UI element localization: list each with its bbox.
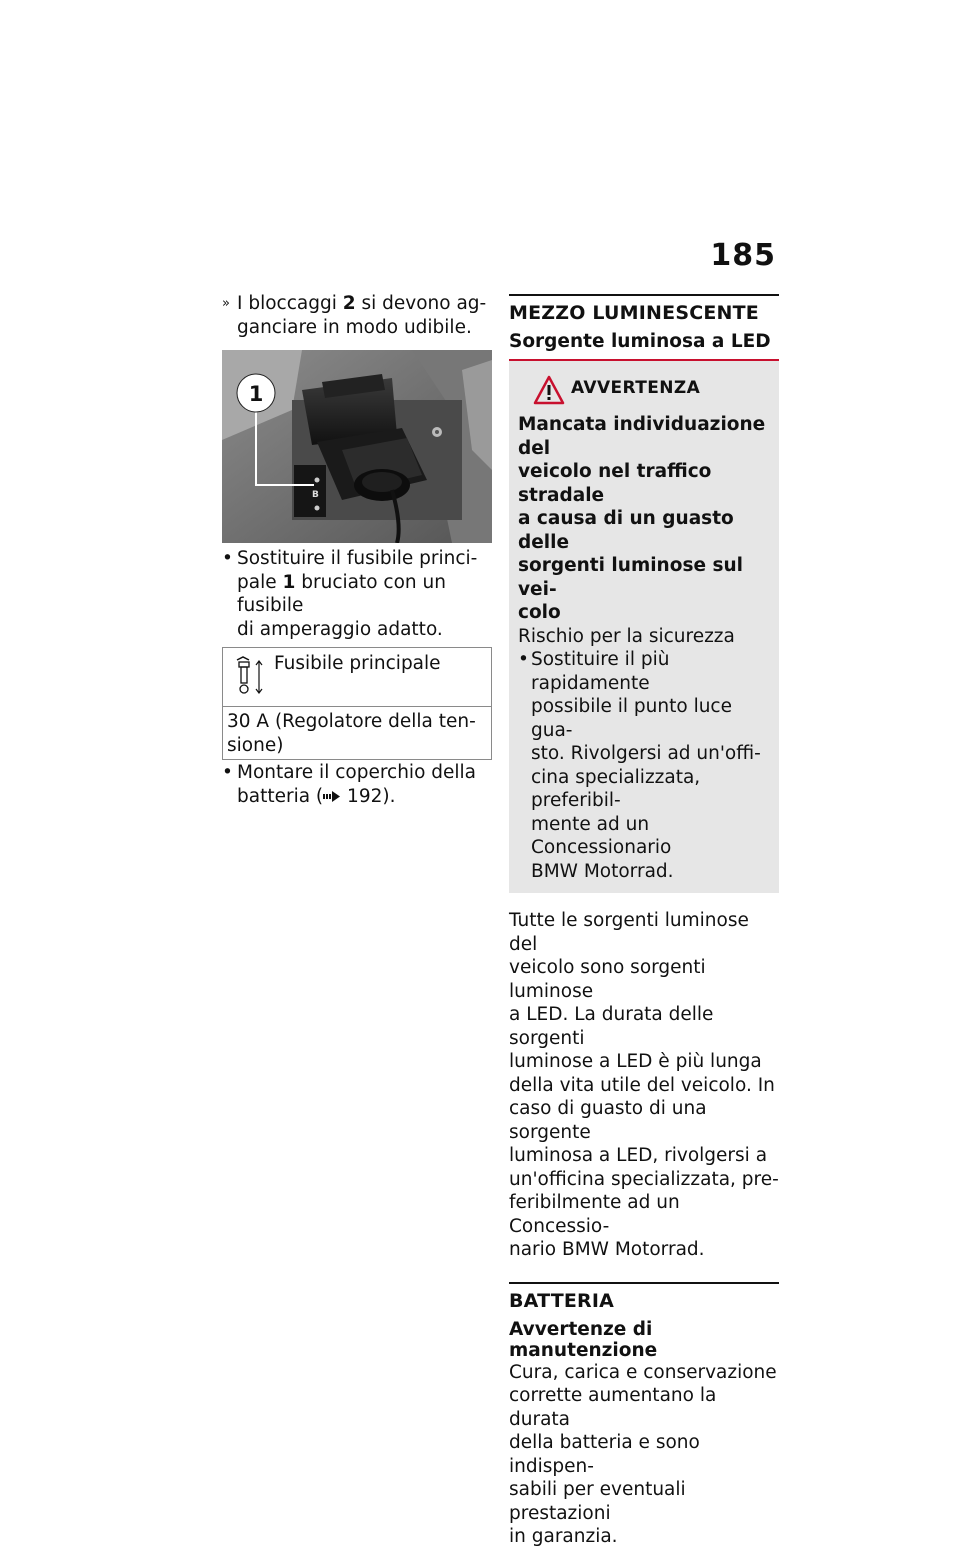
fuse-spec-table — [222, 647, 492, 760]
warning-action: • Sostituire il più rapidamente possibile il punto luce gua- sto. Rivolgersi ad un'offi- cina specializzata, preferibil- mente ad un Concessionario BMW Motorrad. — [518, 649, 761, 882]
left-column — [222, 292, 494, 808]
fuse-spec-header — [223, 648, 491, 707]
bullet: • — [222, 762, 233, 783]
callout-number: 1 — [248, 382, 264, 406]
section-title-lighting: MEZZO LUMINESCENTE — [509, 294, 779, 324]
fuse-spec-title: Fusibile principale — [274, 653, 441, 674]
section-title-battery: BATTERIA — [509, 1282, 779, 1312]
step-replace-fuse: • Sostituire il fusibile princi- pale 1 bruciato con un fusibile di amperaggio adatto. — [222, 548, 478, 640]
warning-label: AVVERTENZA — [571, 378, 701, 398]
subtitle-led: Sorgente luminosa a LED — [509, 331, 771, 352]
fuse-photo-illustration — [222, 350, 492, 543]
fuse-mark-b: B — [312, 490, 319, 500]
warning-header — [518, 373, 769, 409]
warning-box — [509, 361, 779, 893]
step-marker: » — [222, 296, 230, 311]
subtitle-maintenance: Avvertenze di manutenzione — [509, 1318, 658, 1361]
bullet: • — [518, 649, 529, 670]
step-mount-cover: • Montare il coperchio della batteria ( 192). — [222, 762, 477, 807]
warning-headline: Mancata individuazione del veicolo nel traffico stradale a causa di un guasto delle sorgenti luminose sul vei- colo — [518, 414, 766, 623]
led-info-paragraph: Tutte le sorgenti luminose del veicolo sono sorgenti luminose a LED. La durata delle sorgenti luminose a LED è più lunga della vita utile del veicolo. In caso di guasto di una sorgente luminosa a LED, rivolgersi a un'officina specializzata, pre- feribilmente ad un Concessio- nario BMW Motorrad. — [509, 910, 779, 1260]
page-number: 185 — [710, 238, 776, 273]
warning-triangle-icon — [533, 375, 565, 405]
page-reference-arrow-icon — [323, 790, 341, 803]
fuse-icon — [235, 656, 265, 698]
step-engage-latches: » I bloccaggi 2 si devono ag- ganciare in modo udibile. — [222, 293, 487, 338]
right-column — [509, 292, 779, 1549]
warning-risk: Rischio per la sicurezza — [518, 625, 735, 647]
fuse-photo — [222, 350, 492, 543]
page-reference[interactable]: 192 — [347, 785, 383, 807]
fuse-spec-value: 30 A (Regolatore della ten- sione) — [227, 711, 476, 756]
bullet: • — [222, 548, 233, 569]
battery-info-paragraph: Cura, carica e conservazione corrette aumentano la durata della batteria e sono indispen- sabili per eventuali prestazioni in garanzia. — [509, 1361, 777, 1547]
